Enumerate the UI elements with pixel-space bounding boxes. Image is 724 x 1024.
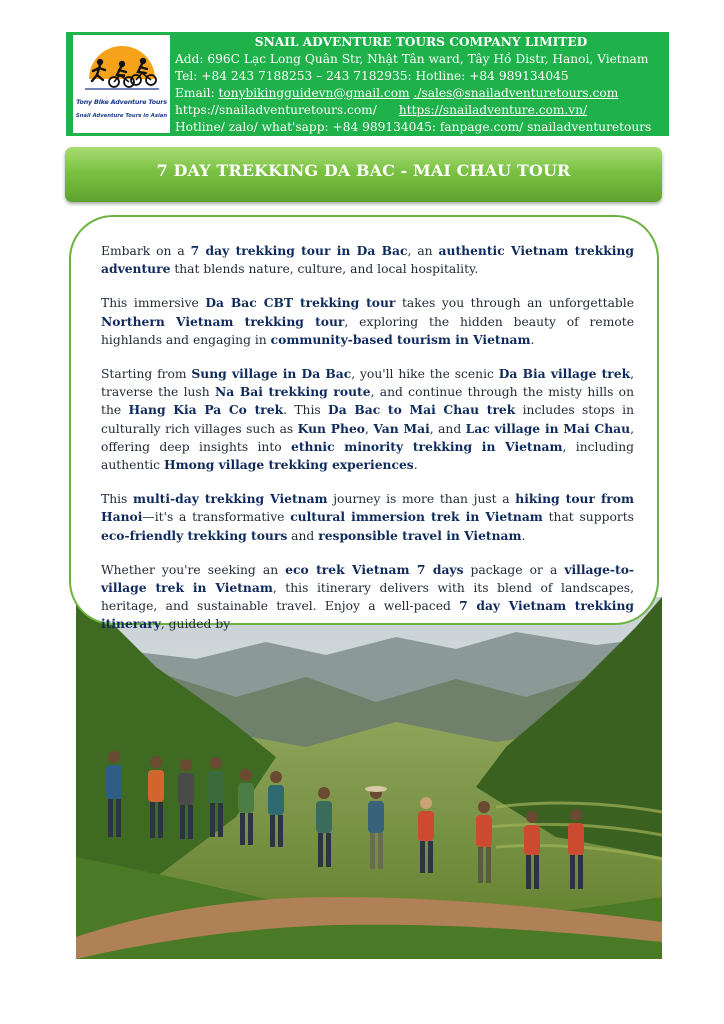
company-name: SNAIL ADVENTURE TOURS COMPANY LIMITED	[254, 35, 588, 49]
text-run: This immersive	[101, 296, 206, 311]
website-link-2[interactable]: https://snailadventure.com.vn/	[398, 102, 588, 117]
company-tel: Tel: +84 243 7188253 – 243 7182935: Hotline: +84 989134045	[175, 68, 569, 83]
company-address: Add: 696C Lạc Long Quân Str, Nhật Tân ward, Tây Hồ Distr, Hanoi, Vietnam	[175, 51, 649, 66]
company-header	[66, 32, 669, 136]
keyword-highlight: community-based tourism in Vietnam	[270, 331, 531, 347]
email-link-1[interactable]: tonybikingguidevn@gmail.com	[218, 85, 410, 100]
website-link-1[interactable]: https://snailadventuretours.com/	[175, 102, 377, 117]
intro-paragraph-3	[101, 365, 634, 474]
tour-intro-text	[101, 242, 634, 650]
text-run: journey is more than just a	[327, 492, 516, 507]
keyword-highlight: Kun Pheo	[297, 420, 365, 436]
text-run: , traverse the lush	[101, 367, 635, 400]
company-email-line	[175, 85, 667, 102]
keyword-highlight: eco-friendly trekking tours	[101, 527, 288, 543]
keyword-highlight: Van Mai	[373, 420, 430, 436]
keyword-highlight: 7 day trekking tour in Da Bac	[190, 243, 408, 258]
text-run: , guided by	[160, 617, 231, 632]
text-run: that supports	[542, 510, 634, 525]
text-run: , and continue through the misty hills on the	[101, 385, 634, 418]
email-label: Email:	[175, 85, 219, 100]
text-run: .	[530, 332, 535, 347]
keyword-highlight: multi-day trekking Vietnam	[133, 491, 328, 507]
text-run: . This	[283, 403, 329, 418]
text-run: takes you through an unforgettable	[395, 296, 634, 311]
text-run: , exploring the hidden beauty of remote highlands and engaging in	[101, 314, 634, 347]
company-websites	[175, 102, 667, 119]
keyword-highlight: Da Bac to Mai Chau trek	[328, 402, 516, 418]
keyword-highlight: hiking tour from Hanoi	[101, 491, 634, 525]
text-run: —it's a transformative	[142, 510, 291, 525]
logo-tagline: Snail Adventure Tours in Asian	[75, 113, 168, 119]
text-run: Starting from	[101, 367, 192, 382]
text-run: , offering deep insights into	[101, 421, 634, 454]
keyword-highlight: cultural immersion trek in Vietnam	[290, 509, 543, 525]
keyword-highlight: eco trek Vietnam 7 days	[285, 561, 464, 577]
email-link-2[interactable]: ./sales@snailadventuretours.com	[413, 85, 619, 100]
text-run: Embark on a	[101, 244, 191, 258]
text-run: includes stops in culturally rich villages such as	[101, 403, 634, 436]
text-run: , an	[407, 244, 439, 258]
text-run: , and	[429, 421, 466, 436]
keyword-highlight: responsible travel in Vietnam	[318, 527, 522, 543]
keyword-highlight: ethnic minority trekking in Vietnam	[291, 438, 563, 454]
trekking-group-photo	[76, 597, 662, 959]
text-run: .	[413, 458, 418, 473]
keyword-highlight: Hang Kia Pa Co trek	[128, 402, 284, 418]
text-run: that blends nature, culture, and local hospitality.	[170, 262, 479, 277]
text-run: , you'll hike the scenic	[351, 367, 499, 382]
keyword-highlight: Northern Vietnam trekking tour	[101, 313, 345, 329]
text-run: and	[287, 528, 319, 543]
company-hotline: Hotline/ zalo/ what'sapp: +84 989134045: fanpage.com/ snailadventuretours	[175, 119, 652, 134]
logo-name: Tony Bike Adventure Tours	[76, 98, 167, 106]
page-title: 7 DAY TREKKING DA BAC - MAI CHAU TOUR	[156, 161, 571, 180]
keyword-highlight: Da Bac CBT trekking tour	[205, 295, 396, 311]
keyword-highlight: village-to-village trek in Vietnam	[101, 561, 634, 596]
text-run: package or a	[463, 562, 565, 577]
text-run: , this itinerary delivers with its blend of landscapes, heritage, and sustainable travel. Enjoy a well-paced	[101, 581, 634, 614]
keyword-highlight: authentic Vietnam trekking adventure	[101, 243, 634, 277]
company-logo	[73, 35, 170, 133]
text-run: , including authentic	[101, 439, 634, 473]
keyword-highlight: Sung village in Da Bac	[191, 366, 352, 382]
text-run: Whether you're seeking an	[101, 562, 286, 577]
text-run: ,	[365, 421, 374, 436]
text-run: This	[101, 492, 134, 507]
keyword-highlight: Hmong village trekking experiences	[163, 457, 414, 473]
intro-paragraph-5	[101, 561, 634, 634]
keyword-highlight: Da Bia village trek	[498, 366, 631, 382]
keyword-highlight: Lac village in Mai Chau	[465, 420, 631, 436]
keyword-highlight: 7 day Vietnam trekking itinerary	[101, 598, 635, 632]
mountain-valley-illustration	[76, 597, 662, 959]
text-run: .	[521, 528, 526, 543]
intro-paragraph-2	[101, 294, 634, 349]
title-banner	[65, 147, 662, 202]
contact-info	[175, 34, 667, 135]
tour-intro-box	[69, 215, 659, 632]
keyword-highlight: Na Bai trekking route	[214, 384, 371, 400]
intro-paragraph-4	[101, 490, 634, 545]
intro-paragraph-1	[101, 242, 634, 278]
